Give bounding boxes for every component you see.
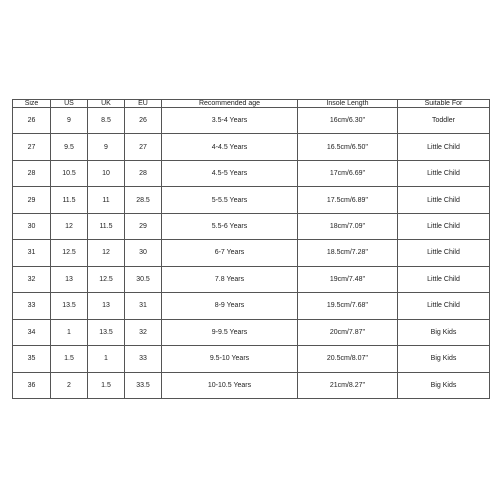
- cell-insole-length: 16.5cm/6.50'': [298, 134, 398, 160]
- cell-suitable-for: Little Child: [398, 187, 490, 213]
- cell-insole-length: 21cm/8.27'': [298, 372, 398, 398]
- cell-uk: 1.5: [88, 372, 125, 398]
- cell-size: 30: [13, 213, 51, 239]
- cell-eu: 28.5: [125, 187, 162, 213]
- cell-suitable-for: Big Kids: [398, 319, 490, 345]
- cell-insole-length: 17cm/6.69'': [298, 160, 398, 186]
- cell-size: 32: [13, 266, 51, 292]
- cell-size: 36: [13, 372, 51, 398]
- cell-us: 9: [51, 108, 88, 134]
- cell-size: 31: [13, 240, 51, 266]
- cell-uk: 10: [88, 160, 125, 186]
- cell-uk: 1: [88, 346, 125, 372]
- cell-uk: 8.5: [88, 108, 125, 134]
- cell-recommended-age: 6-7 Years: [162, 240, 298, 266]
- table-row: [13, 134, 490, 160]
- header-insole-length: Insole Length: [298, 100, 398, 108]
- header-us: US: [51, 100, 88, 108]
- table-row: [13, 160, 490, 186]
- cell-insole-length: 18.5cm/7.28'': [298, 240, 398, 266]
- table-body: [13, 108, 490, 399]
- cell-us: 1.5: [51, 346, 88, 372]
- cell-insole-length: 19cm/7.48'': [298, 266, 398, 292]
- header-recommended-age: Recommended age: [162, 100, 298, 108]
- cell-us: 1: [51, 319, 88, 345]
- cell-suitable-for: Little Child: [398, 160, 490, 186]
- cell-eu: 32: [125, 319, 162, 345]
- cell-us: 13.5: [51, 293, 88, 319]
- cell-us: 2: [51, 372, 88, 398]
- cell-recommended-age: 7.8 Years: [162, 266, 298, 292]
- table-row: [13, 319, 490, 345]
- table-header-row: [13, 100, 490, 108]
- size-chart-table: [12, 99, 490, 399]
- cell-size: 35: [13, 346, 51, 372]
- cell-recommended-age: 4.5-5 Years: [162, 160, 298, 186]
- table-row: [13, 266, 490, 292]
- cell-uk: 11.5: [88, 213, 125, 239]
- cell-eu: 30: [125, 240, 162, 266]
- header-eu: EU: [125, 100, 162, 108]
- cell-us: 12: [51, 213, 88, 239]
- cell-insole-length: 17.5cm/6.89'': [298, 187, 398, 213]
- cell-insole-length: 16cm/6.30'': [298, 108, 398, 134]
- cell-insole-length: 18cm/7.09'': [298, 213, 398, 239]
- cell-uk: 11: [88, 187, 125, 213]
- cell-recommended-age: 10-10.5 Years: [162, 372, 298, 398]
- cell-us: 10.5: [51, 160, 88, 186]
- cell-recommended-age: 5.5-6 Years: [162, 213, 298, 239]
- cell-uk: 13.5: [88, 319, 125, 345]
- cell-uk: 9: [88, 134, 125, 160]
- cell-eu: 31: [125, 293, 162, 319]
- header-suitable-for: Suitable For: [398, 100, 490, 108]
- cell-recommended-age: 3.5-4 Years: [162, 108, 298, 134]
- cell-size: 34: [13, 319, 51, 345]
- cell-recommended-age: 5-5.5 Years: [162, 187, 298, 213]
- cell-eu: 27: [125, 134, 162, 160]
- cell-suitable-for: Little Child: [398, 266, 490, 292]
- cell-insole-length: 20cm/7.87'': [298, 319, 398, 345]
- cell-recommended-age: 8-9 Years: [162, 293, 298, 319]
- cell-us: 12.5: [51, 240, 88, 266]
- cell-uk: 12.5: [88, 266, 125, 292]
- table-row: [13, 346, 490, 372]
- cell-insole-length: 19.5cm/7.68'': [298, 293, 398, 319]
- cell-suitable-for: Toddler: [398, 108, 490, 134]
- cell-eu: 33: [125, 346, 162, 372]
- cell-uk: 13: [88, 293, 125, 319]
- header-uk: UK: [88, 100, 125, 108]
- cell-us: 13: [51, 266, 88, 292]
- cell-recommended-age: 9.5-10 Years: [162, 346, 298, 372]
- cell-insole-length: 20.5cm/8.07'': [298, 346, 398, 372]
- cell-suitable-for: Little Child: [398, 134, 490, 160]
- cell-recommended-age: 9-9.5 Years: [162, 319, 298, 345]
- cell-size: 26: [13, 108, 51, 134]
- header-size: Size: [13, 100, 51, 108]
- table-row: [13, 240, 490, 266]
- cell-us: 11.5: [51, 187, 88, 213]
- cell-uk: 12: [88, 240, 125, 266]
- cell-suitable-for: Big Kids: [398, 372, 490, 398]
- cell-eu: 29: [125, 213, 162, 239]
- cell-size: 29: [13, 187, 51, 213]
- cell-us: 9.5: [51, 134, 88, 160]
- cell-eu: 33.5: [125, 372, 162, 398]
- table-row: [13, 213, 490, 239]
- table-row: [13, 187, 490, 213]
- cell-eu: 26: [125, 108, 162, 134]
- cell-recommended-age: 4-4.5 Years: [162, 134, 298, 160]
- cell-suitable-for: Little Child: [398, 240, 490, 266]
- table-row: [13, 108, 490, 134]
- table-row: [13, 293, 490, 319]
- cell-size: 33: [13, 293, 51, 319]
- cell-suitable-for: Big Kids: [398, 346, 490, 372]
- cell-size: 27: [13, 134, 51, 160]
- cell-eu: 28: [125, 160, 162, 186]
- cell-suitable-for: Little Child: [398, 213, 490, 239]
- cell-suitable-for: Little Child: [398, 293, 490, 319]
- cell-size: 28: [13, 160, 51, 186]
- table-row: [13, 372, 490, 398]
- cell-eu: 30.5: [125, 266, 162, 292]
